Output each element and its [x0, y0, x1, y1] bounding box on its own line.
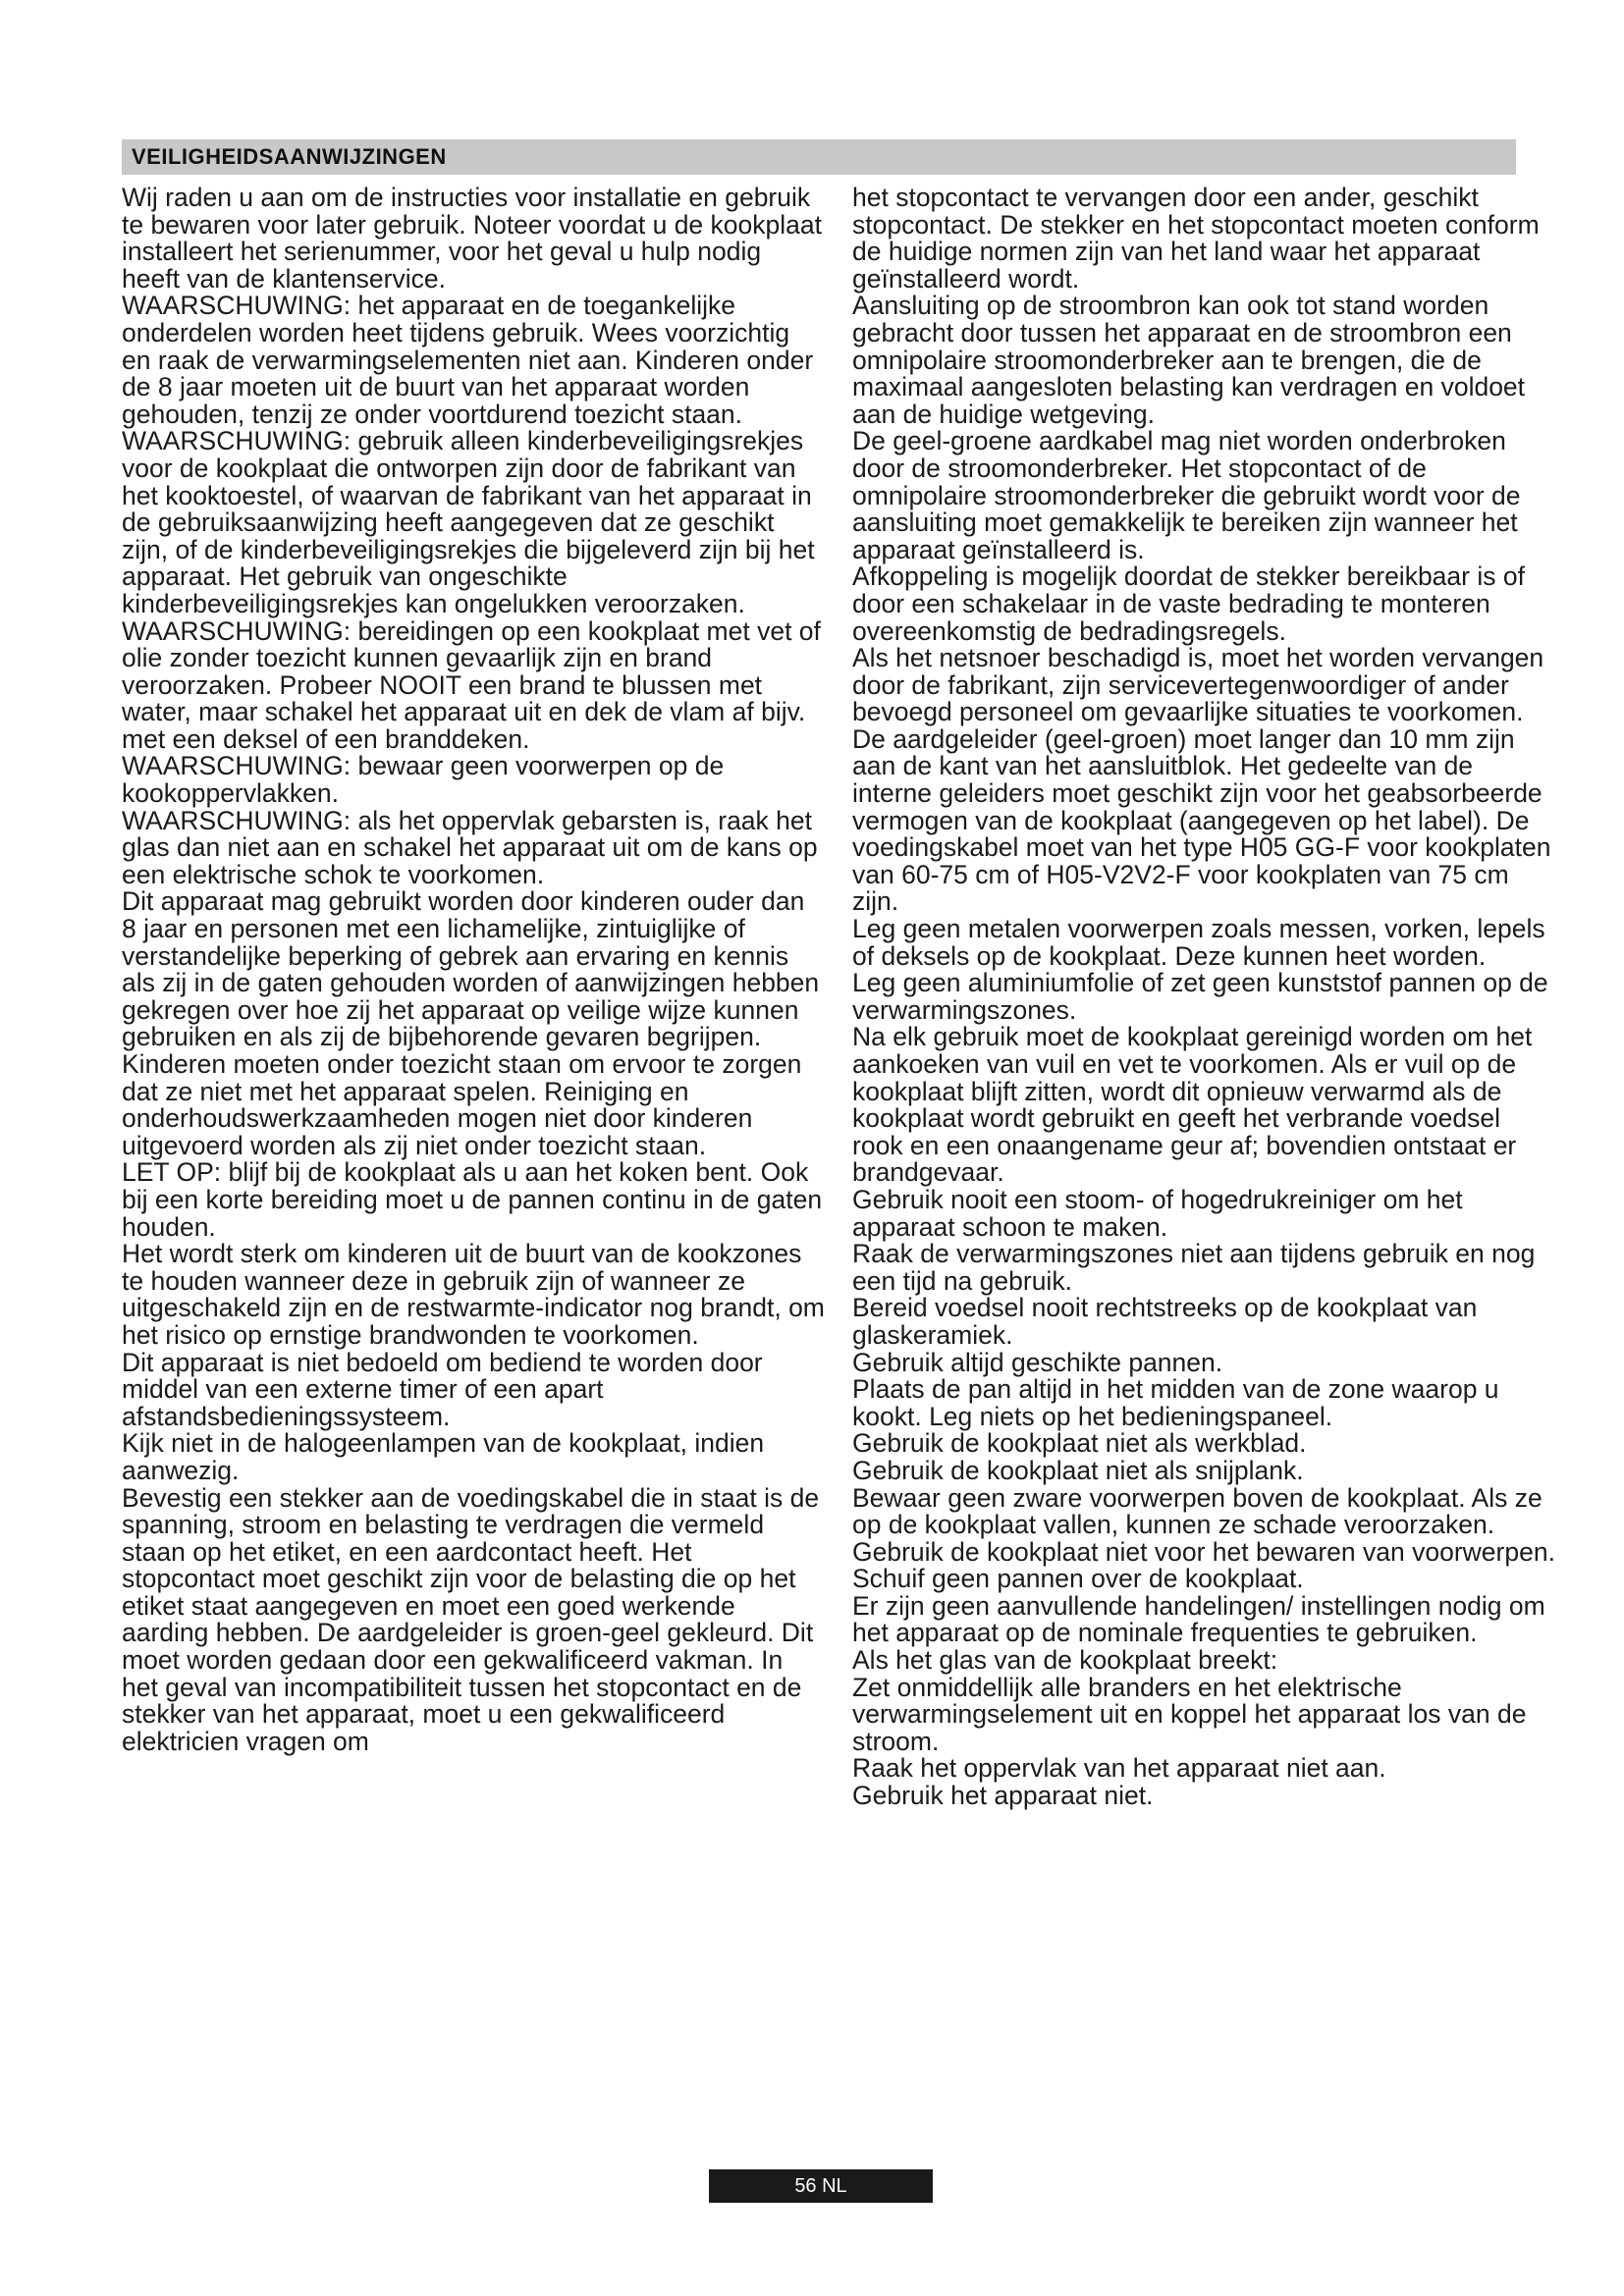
paragraph-not-worktop: Gebruik de kookplaat niet als werkblad.: [852, 1428, 1307, 1459]
right-column: [852, 185, 1555, 2144]
page-number-box: [709, 2169, 933, 2203]
paragraph-center-pan: Plaats de pan altijd in het midden van de zone waarop u kookt. Leg niets op het bedieningspaneel.: [852, 1374, 1499, 1431]
paragraph-not-cutting-board: Gebruik de kookplaat niet als snijplank.: [852, 1455, 1304, 1485]
paragraph-keep-children-away: Het wordt sterk om kinderen uit de buurt van de kookzones te houden wanneer deze in gebruik zijn of wanneer ze uitgeschakeld zijn en de restwarmte-indicator nog brandt, om het risico op ernstige brandwonden te voorkomen.: [122, 1239, 825, 1350]
paragraph-no-heavy-objects: Bewaar geen zware voorwerpen boven de kookplaat. Als ze op de kookplaat vallen, kunnen ze schade veroorzaken.: [852, 1482, 1543, 1540]
paragraph-earth-cable: De geel-groene aardkabel mag niet worden onderbroken door de stroomonderbreker. Het stopcontact of de omnipolaire stroomonderbreker die gebruikt wordt voor de aansluiting moet gemakkelijk te bereiken zijn wanneer het apparaat geïnstalleerd is.: [852, 426, 1521, 564]
paragraph-plug-connection: Bevestig een stekker aan de voedingskabel die in staat is de spanning, stroom en belasting te verdragen die vermeld staan op het etiket, en een aardcontact heeft. Het stopcontact moet geschikt zijn voor de belasting die op het etiket staat aangegeven en moet een goed werkende aarding hebben. De aardgeleider is groen-geel gekleurd. Dit moet worden gedaan door een gekwalificeerd vakman. In het geval van incompatibiliteit tussen het stopcontact en de stekker van het apparaat, moet u een gekwalificeerd elektricien vragen om: [122, 1482, 820, 1756]
paragraph-no-direct-food: Bereid voedsel nooit rechtstreeks op de kookplaat van glaskeramiek.: [852, 1293, 1478, 1350]
paragraph-warning-cracked-surface: WAARSCHUWING: als het oppervlak gebarsten is, raak het glas dan niet aan en schakel het apparaat uit om de kans op een elektrische schok te voorkomen.: [122, 805, 818, 889]
section-title: VEILIGHEIDSAANWIJZINGEN: [132, 144, 447, 169]
paragraph-children-usage: Dit apparaat mag gebruikt worden door kinderen ouder dan 8 jaar en personen met een lichamelijke, zintuiglijke of verstandelijke beperking of gebrek aan ervaring en kennis als zij in de gaten gehouden worden of aanwijzingen hebben gekregen over hoe zij het apparaat op veilige wijze kunnen gebruiken en als zij de bijbehorende gevaren begrijpen. Kinderen moeten onder toezicht staan om ervoor te zorgen dat ze niet met het apparaat spelen. Reiniging en onderhoudswerkzaamheden mogen niet door kinderen uitgevoerd worden als zij niet onder toezicht staan.: [122, 886, 820, 1160]
paragraph-omnipolar-breaker: Aansluiting op de stroombron kan ook tot stand worden gebracht door tussen het apparaat en de stroombron een omnipolaire stroomonderbreker aan te brengen, die de maximaal aangesloten belasting kan verdragen en voldoet aan de huidige wetgeving.: [852, 291, 1526, 429]
paragraph-not-storage: Gebruik de kookplaat niet voor het bewaren van voorwerpen.: [852, 1536, 1555, 1567]
paragraph-damaged-cord: Als het netsnoer beschadigd is, moet het worden vervangen door de fabrikant, zijn servicevertegenwoordiger of ander bevoegd personeel om gevaarlijke situaties te voorkomen. De aardgeleider (geel-groen) moet langer dan 10 mm zijn aan de kant van het aansluitblok. Het gedeelte van de interne geleiders moet geschikt zijn voor het geabsorbeerde vermogen van de kookplaat (aangegeven op het label). De voedingskabel moet van het type H05 GG-F voor kookplaten van 60-75 cm of H05-V2V2-F voor kookplaten van 75 cm zijn.: [852, 643, 1551, 917]
paragraph-halogen-lamps: Kijk niet in de halogeenlampen van de kookplaat, indien aanwezig.: [122, 1428, 765, 1485]
paragraph-no-steam-cleaner: Gebruik nooit een stoom- of hogedrukreiniger om het apparaat schoon te maken.: [852, 1184, 1463, 1242]
section-header-bar: [122, 139, 1516, 175]
paragraph-no-metal-objects: Leg geen metalen voorwerpen zoals messen, vorken, lepels of deksels op de kookplaat. Deze kunnen heet worden.: [852, 914, 1545, 971]
page-number: 56 NL: [794, 2174, 847, 2197]
paragraph-glass-breaks: Als het glas van de kookplaat breekt:: [852, 1645, 1278, 1676]
paragraph-do-not-touch-zones: Raak de verwarmingszones niet aan tijdens gebruik en nog een tijd na gebruik.: [852, 1239, 1536, 1296]
paragraph-clean-after-use: Na elk gebruik moet de kookplaat gereinigd worden om het aankoeken van vuil en vet te voorkomen. Als er vuil op de kookplaat blijft zitten, wordt dit opnieuw verwarmd als de kookplaat wordt gebruikt en geeft het verbrande voedsel rook en een onaangename geur af; bovendien ontstaat er brandgevaar.: [852, 1022, 1533, 1188]
paragraph-intro: Wij raden u aan om de instructies voor installatie en gebruik te bewaren voor later gebruik. Noteer voordat u de kookplaat installeert het serienummer, voor het geval u hulp nodig heeft van de klantenservice.: [122, 185, 822, 294]
paragraph-suitable-pans: Gebruik altijd geschikte pannen.: [852, 1347, 1223, 1377]
paragraph-caution-supervise: LET OP: blijf bij de kookplaat als u aan het koken bent. Ook bij een korte bereiding moet u de pannen continu in de gaten houden.: [122, 1157, 823, 1242]
paragraph-warning-fat-oil: WAARSCHUWING: bereidingen op een kookplaat met vet of olie zonder toezicht kunnen gevaarlijk zijn en brand veroorzaken. Probeer NOOIT een brand te blussen met water, maar schakel het apparaat uit en dek de vlam af bijv. met een deksel of een branddeken.: [122, 615, 821, 754]
paragraph-switch-off: Zet onmiddellijk alle branders en het elektrische verwarmingselement uit en koppel het apparaat los van de stroom.: [852, 1672, 1527, 1756]
paragraph-warning-hot-parts: WAARSCHUWING: het apparaat en de toegankelijke onderdelen worden heet tijdens gebruik. Wees voorzichtig en raak de verwarmingselementen niet aan. Kinderen onder de 8 jaar moeten uit de buurt van het apparaat worden gehouden, tenzij ze onder voortdurend toezicht staan.: [122, 291, 814, 429]
left-column: [122, 185, 825, 2144]
paragraph-nominal-frequencies: Er zijn geen aanvullende handelingen/ instellingen nodig om het apparaat op de nominale frequenties te gebruiken.: [852, 1590, 1545, 1648]
paragraph-do-not-touch-surface: Raak het oppervlak van het apparaat niet aan.: [852, 1753, 1386, 1784]
paragraph-warning-child-guards: WAARSCHUWING: gebruik alleen kinderbeveiligingsrekjes voor de kookplaat die ontworpen zijn door de fabrikant van het kooktoestel, of waarvan de fabrikant van het apparaat in de gebruiksaanwijzing heeft aangegeven dat ze geschikt zijn, of de kinderbeveiligingsrekjes die bijgeleverd zijn bij het apparaat. Het gebruik van ongeschikte kinderbeveiligingsrekjes kan ongelukken veroorzaken.: [122, 426, 815, 618]
paragraph-no-sliding-pans: Schuif geen pannen over de kookplaat.: [852, 1564, 1304, 1594]
paragraph-no-aluminium-foil: Leg geen aluminiumfolie of zet geen kunststof pannen op de verwarmingszones.: [852, 968, 1548, 1025]
paragraph-disconnection: Afkoppeling is mogelijk doordat de stekker bereikbaar is of door een schakelaar in de vaste bedrading te monteren overeenkomstig de bedradingsregels.: [852, 561, 1525, 646]
paragraph-no-external-timer: Dit apparaat is niet bedoeld om bediend te worden door middel van een externe timer of een apart afstandsbedieningssysteem.: [122, 1347, 763, 1431]
paragraph-warning-no-objects: WAARSCHUWING: bewaar geen voorwerpen op de kookoppervlakken.: [122, 751, 725, 809]
paragraph-replace-socket: het stopcontact te vervangen door een ander, geschikt stopcontact. De stekker en het stopcontact moeten conform de huidige normen zijn van het land waar het apparaat geïnstalleerd wordt.: [852, 185, 1540, 294]
paragraph-do-not-use: Gebruik het apparaat niet.: [852, 1781, 1154, 1811]
